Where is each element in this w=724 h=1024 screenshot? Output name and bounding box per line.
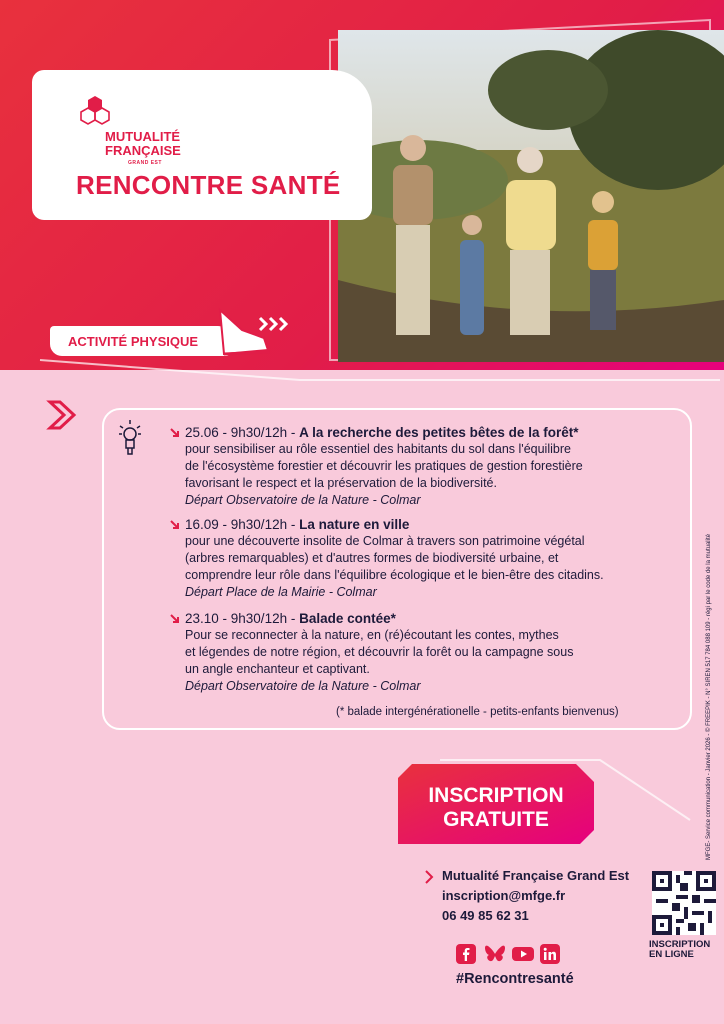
events-footnote: (* balade intergénérationelle - petits-enfants bienvenus)	[336, 706, 619, 718]
contact-email[interactable]: inscription@mfge.fr	[442, 888, 566, 903]
contact-phone[interactable]: 06 49 85 62 31	[442, 908, 529, 923]
logo-subtitle: GRAND EST	[128, 160, 162, 166]
qr-code[interactable]	[652, 871, 716, 935]
event-desc-line: (arbres remarquables) et d'autres formes de biodiversité urbaine, et	[185, 551, 559, 565]
activity-badge	[50, 326, 230, 356]
youtube-icon[interactable]	[512, 944, 532, 964]
arrow-bullet-icon	[170, 614, 180, 624]
event-desc-line: favorisant le respect et la préservation de la biodiversité.	[185, 476, 497, 490]
event-date: 16.09 - 9h30/12h -	[185, 517, 300, 532]
running-shoe-icon	[214, 304, 294, 364]
hashtag: #Rencontresanté	[456, 971, 574, 987]
activity-label: ACTIVITÉ PHYSIQUE	[68, 333, 199, 349]
event-desc-line: pour sensibiliser au rôle essentiel des habitants du sol dans l'équilibre	[185, 442, 571, 456]
bluesky-icon[interactable]	[484, 944, 504, 964]
event-title: A la recherche des petites bêtes de la forêt*	[299, 425, 579, 440]
event-title: La nature en ville	[299, 517, 410, 532]
event-1	[170, 424, 583, 509]
legal-mention: MFGE- Service communication - Janvier 2026 - © FREEPIK - N° SIREN 517 784 088 109 - régi par le code de la mutualité	[706, 534, 712, 860]
event-date: 25.06 - 9h30/12h -	[185, 425, 300, 440]
contact-org: Mutualité Française Grand Est	[442, 868, 630, 883]
event-desc-line: Pour se reconnecter à la nature, en (ré)écoutant les contes, mythes	[185, 628, 559, 642]
mutualite-logo-icon	[80, 95, 110, 129]
event-title: Balade contée*	[299, 611, 396, 626]
chevron-right-icon	[46, 400, 78, 430]
event-place: Départ Observatoire de la Nature - Colmar	[185, 679, 421, 693]
facebook-icon[interactable]	[456, 944, 476, 964]
event-date: 23.10 - 9h30/12h -	[185, 611, 300, 626]
arrow-bullet-icon	[170, 428, 180, 438]
page-title: RENCONTRE SANTÉ	[76, 170, 341, 200]
inscription-label: INSCRIPTION GRATUITE	[428, 784, 564, 831]
social-links	[456, 944, 560, 964]
lightbulb-icon	[118, 418, 142, 458]
qr-code-icon	[652, 871, 716, 935]
event-desc-line: pour une découverte insolite de Colmar à travers son patrimoine végétal	[185, 534, 585, 548]
event-desc-line: et légendes de notre région, et découvrir la forêt ou la campagne sous	[185, 645, 574, 659]
event-3	[170, 610, 573, 695]
event-2	[170, 516, 604, 601]
event-place: Départ Place de la Mairie - Colmar	[185, 585, 377, 599]
chevron-right-icon	[424, 870, 436, 884]
event-desc-line: comprendre leur rôle dans l'équilibre écologique et le bien-être des citadins.	[185, 568, 604, 582]
linkedin-icon[interactable]	[540, 944, 560, 964]
hero-photo	[338, 30, 724, 362]
qr-label: INSCRIPTION EN LIGNE	[649, 939, 711, 960]
arrow-bullet-icon	[170, 520, 180, 530]
logo-wordmark: MUTUALITÉ FRANÇAISE	[105, 129, 181, 158]
event-place: Départ Observatoire de la Nature - Colmar	[185, 493, 421, 507]
event-desc-line: un angle enchanteur et captivant.	[185, 662, 370, 676]
contact-block	[442, 866, 629, 926]
event-desc-line: de l'écosystème forestier et découvrir les pratiques de gestion forestière	[185, 459, 583, 473]
